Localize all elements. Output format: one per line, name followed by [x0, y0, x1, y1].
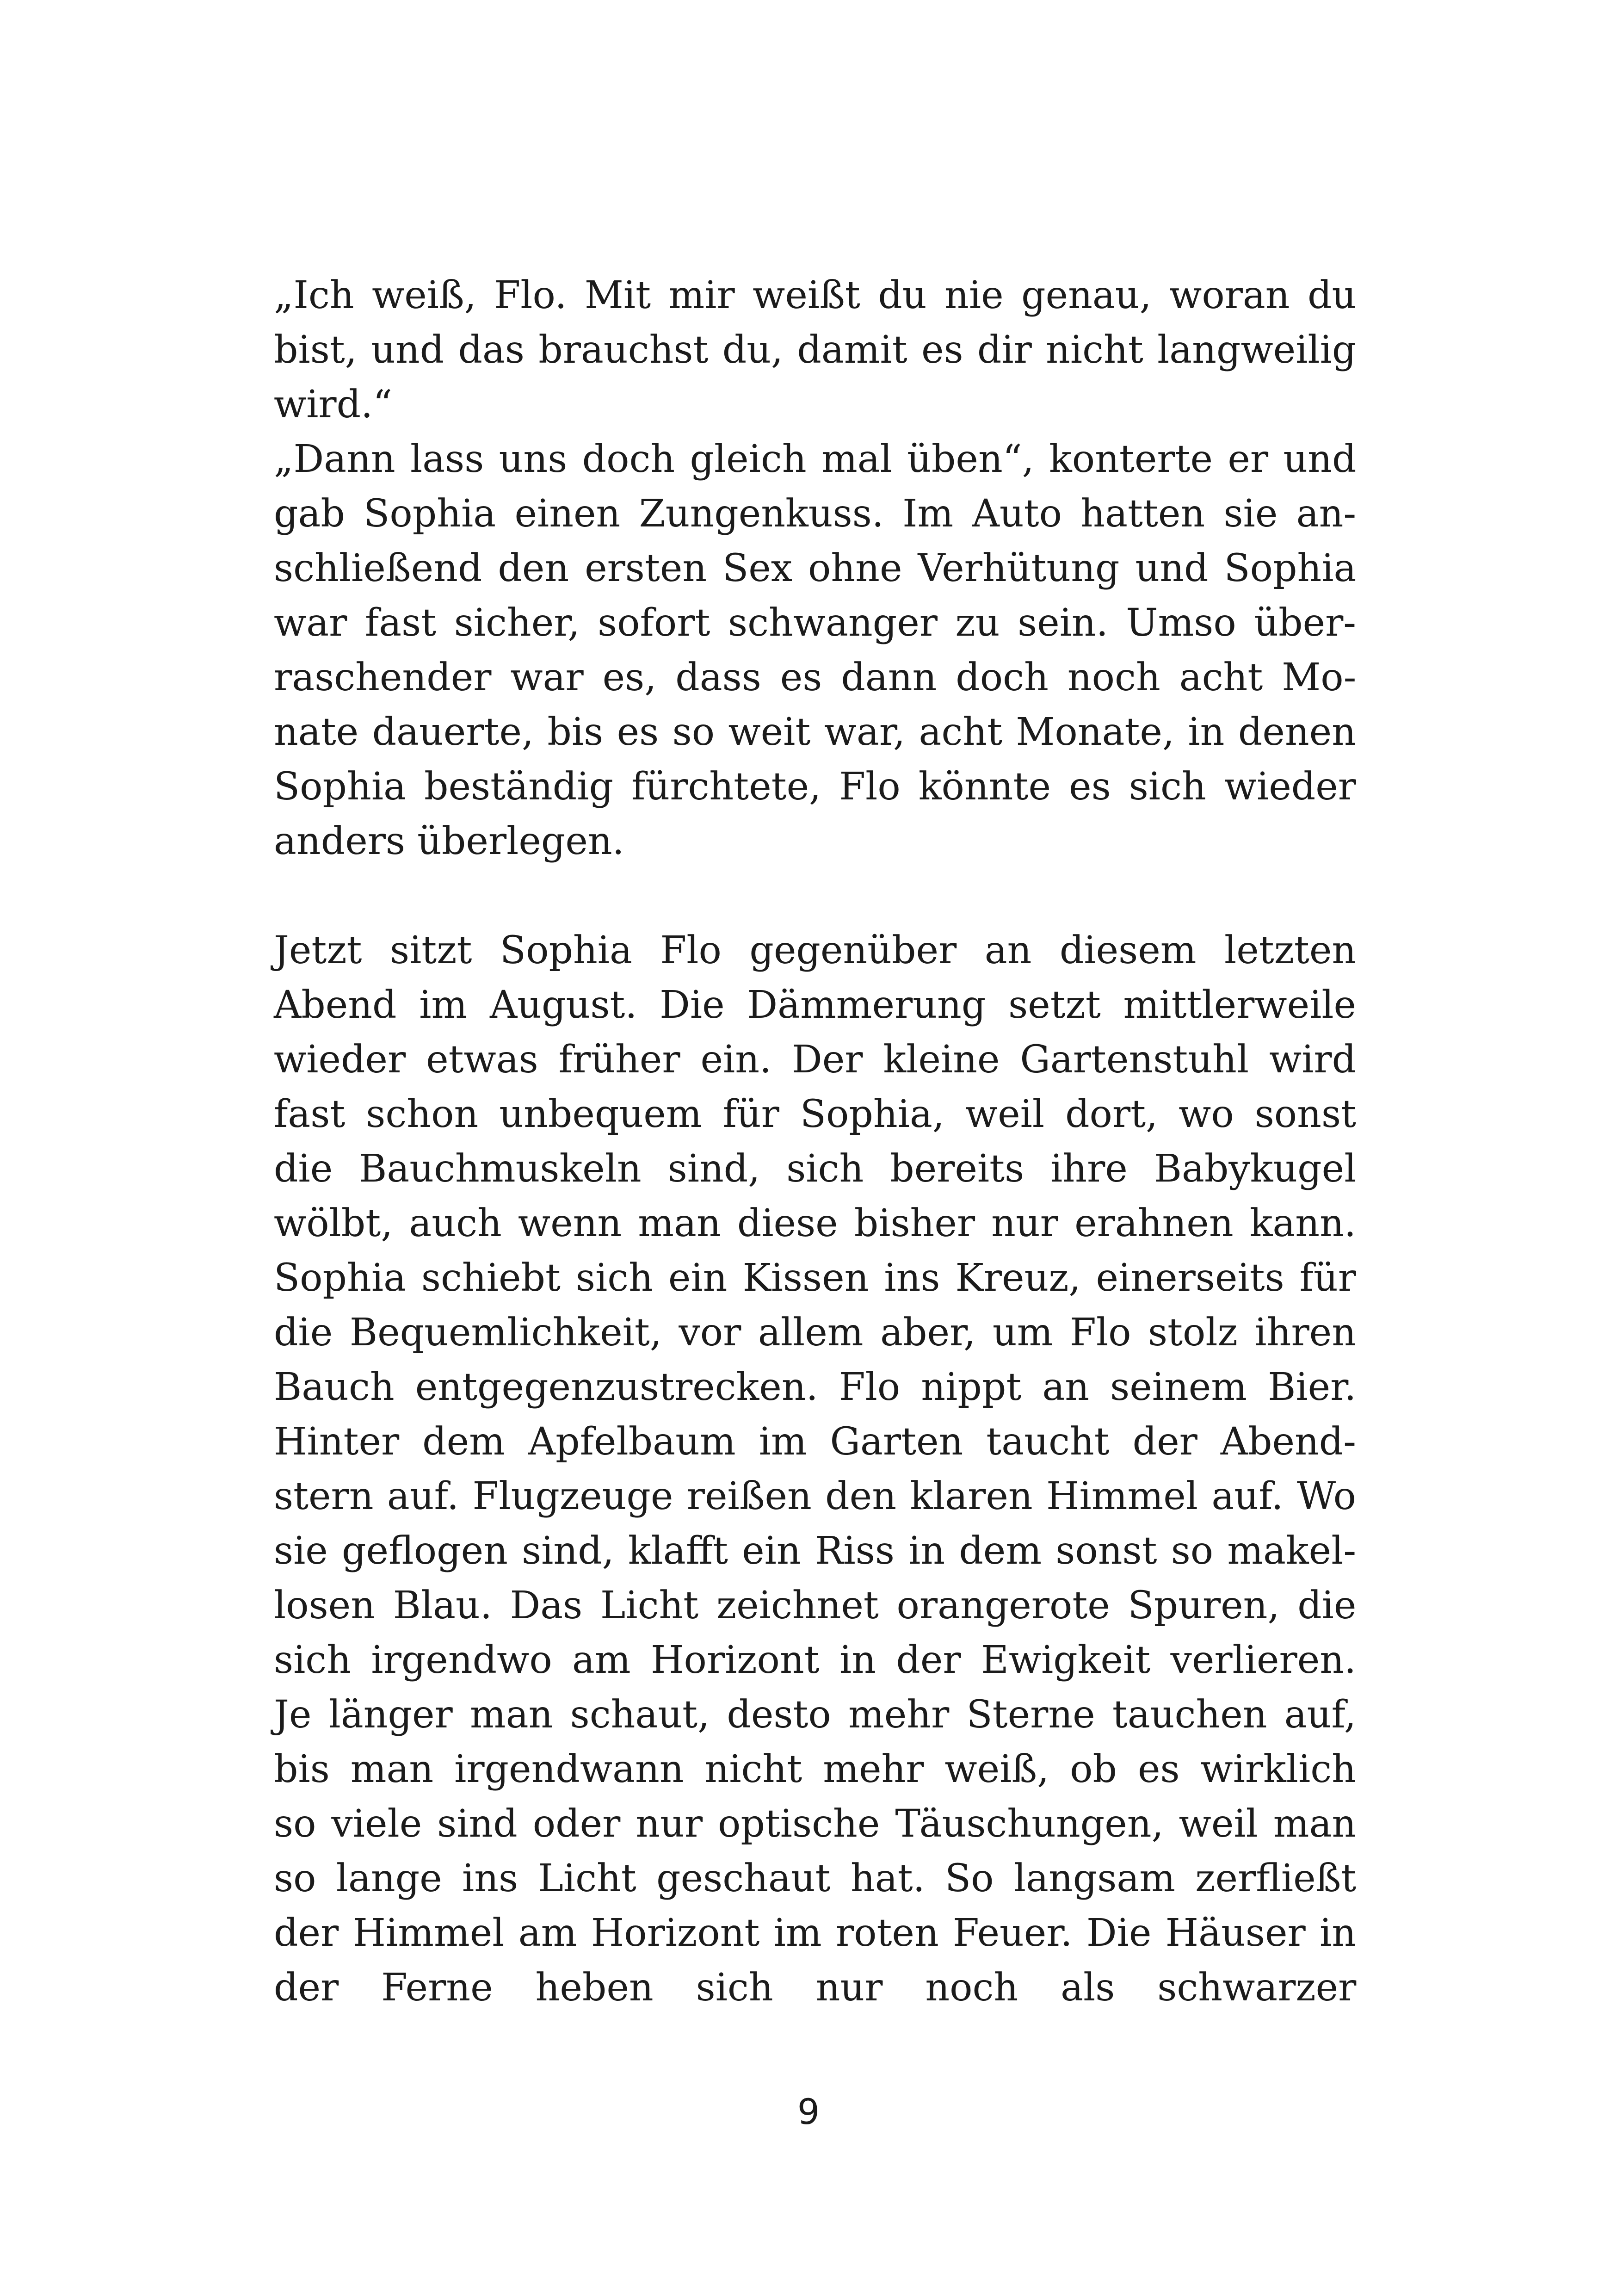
paragraph-3 [274, 923, 1356, 2015]
text-line: war fast sicher, sofort schwanger zu sein. Umso über- [274, 601, 1356, 645]
text-line: fast schon unbequem für Sophia, weil dort, wo sonst [274, 1092, 1356, 1136]
text-line: so lange ins Licht geschaut hat. So langsam zerfließt [274, 1857, 1357, 1900]
text-line: der Ferne heben sich nur noch als schwarzer [274, 1966, 1357, 2010]
text-line: Jetzt sitzt Sophia Flo gegenüber an diesem letzten [274, 928, 1357, 972]
text-line: die Bequemlichkeit, vor allem aber, um Flo stolz ihren [274, 1311, 1356, 1355]
text-line: bis man irgendwann nicht mehr weiß, ob es wirklich [274, 1747, 1356, 1791]
text-line: stern auf. Flugzeuge reißen den klaren Himmel auf. Wo [274, 1474, 1356, 1518]
text-line: die Bauchmuskeln sind, sich bereits ihre Babykugel [274, 1147, 1357, 1191]
text-line: bist, und das brauchst du, damit es dir nicht langweilig [274, 328, 1357, 372]
text-line: anders überlegen. [274, 819, 624, 863]
text-line: Hinter dem Apfelbaum im Garten taucht der Abend- [274, 1420, 1356, 1464]
text-line: wieder etwas früher ein. Der kleine Gartenstuhl wird [274, 1038, 1357, 1082]
text-line: losen Blau. Das Licht zeichnet orangerote Spuren, die [274, 1584, 1357, 1628]
paragraph-gap [274, 869, 1356, 923]
text-line: wird.“ [274, 383, 393, 427]
text-line: wölbt, auch wenn man diese bisher nur erahnen kann. [274, 1201, 1356, 1245]
text-line: sie geflogen sind, klafft ein Riss in dem sonst so makel- [274, 1529, 1357, 1573]
text-line: Sophia schiebt sich ein Kissen ins Kreuz, einerseits für [274, 1256, 1356, 1300]
paragraph-2 [274, 432, 1356, 869]
page-number: 9 [797, 2091, 820, 2132]
text-line: der Himmel am Horizont im roten Feuer. Die Häuser in [274, 1911, 1357, 1955]
paragraph-1 [274, 268, 1356, 432]
text-line: schließend den ersten Sex ohne Verhütung und Sophia [274, 546, 1357, 590]
text-line: nate dauerte, bis es so weit war, acht Monate, in denen [274, 710, 1356, 754]
text-line: raschender war es, dass es dann doch noch acht Mo- [274, 656, 1357, 699]
body-text [274, 268, 1356, 2015]
text-line: Je länger man schaut, desto mehr Sterne tauchen auf, [274, 1693, 1356, 1737]
text-line: so viele sind oder nur optische Täuschungen, weil man [274, 1802, 1357, 1846]
text-line: sich irgendwo am Horizont in der Ewigkeit verlieren. [274, 1638, 1357, 1682]
text-line: Abend im August. Die Dämmerung setzt mittlerweile [274, 983, 1357, 1027]
text-line: gab Sophia einen Zungenkuss. Im Auto hatten sie an- [274, 492, 1357, 536]
text-line: Sophia beständig fürchtete, Flo könnte es sich wieder [274, 765, 1356, 809]
text-line: Bauch entgegenzustrecken. Flo nippt an seinem Bier. [274, 1365, 1357, 1409]
text-line: „Dann lass uns doch gleich mal üben“, konterte er und [274, 437, 1357, 481]
text-line: „Ich weiß, Flo. Mit mir weißt du nie genau, woran du [274, 273, 1357, 317]
